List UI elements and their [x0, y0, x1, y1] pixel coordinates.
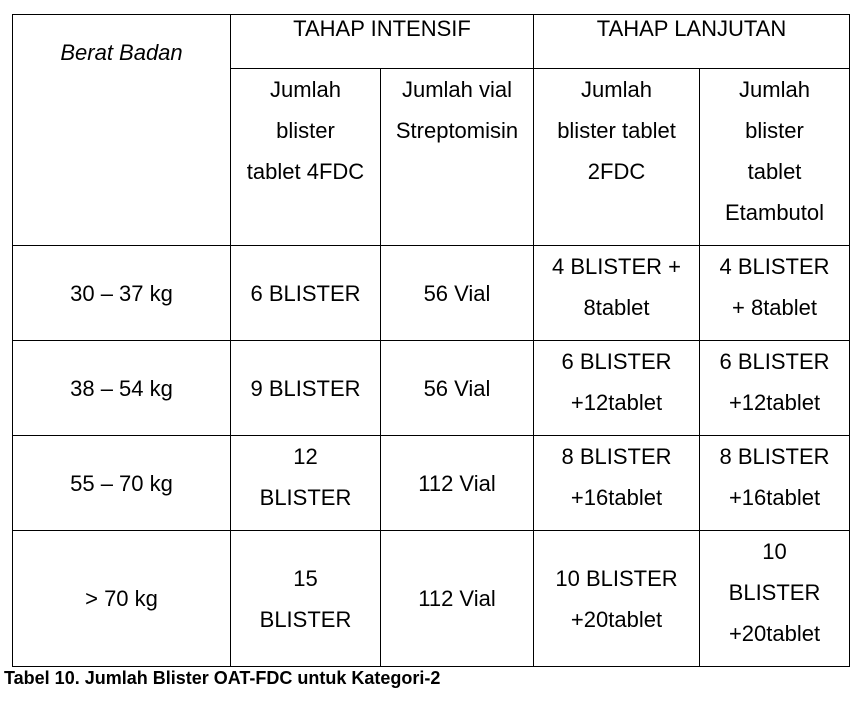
- cell-line: 112 Vial: [418, 470, 496, 496]
- cell-line: 15: [293, 565, 318, 591]
- sub-header-4fdc-blister: [231, 69, 381, 246]
- table-row: [13, 246, 850, 341]
- cell-line: +12tablet: [728, 390, 821, 415]
- cell-line: BLISTER: [259, 606, 352, 632]
- header-line: Jumlah vial: [401, 77, 513, 102]
- weight-column-header: Berat Badan: [13, 15, 231, 246]
- header-line: Jumlah: [581, 77, 652, 102]
- continuation-ethambutol-cell: [700, 341, 850, 436]
- continuation-ethambutol-cell: [700, 436, 850, 531]
- cell-line: 4 BLISTER: [719, 254, 830, 279]
- intensive-blister-cell: [231, 341, 381, 436]
- header-line: Jumlah: [739, 77, 810, 102]
- cell-line: 9 BLISTER: [250, 375, 361, 401]
- table-row: [13, 341, 850, 436]
- intensive-blister-cell: [231, 436, 381, 531]
- continuation-phase-header: TAHAP LANJUTAN: [534, 15, 850, 69]
- dosage-table: [12, 14, 850, 667]
- streptomycin-vial-cell: [381, 531, 534, 667]
- weight-cell: 30 – 37 kg: [13, 246, 231, 341]
- cell-line: +20tablet: [570, 606, 663, 632]
- header-line: Streptomisin: [395, 118, 519, 143]
- intensive-phase-header: TAHAP INTENSIF: [231, 15, 534, 69]
- cell-line: 8 BLISTER: [561, 444, 672, 469]
- cell-line: + 8tablet: [732, 295, 818, 320]
- header-line: blister: [276, 118, 335, 143]
- continuation-ethambutol-cell: [700, 246, 850, 341]
- streptomycin-vial-cell: [381, 341, 534, 436]
- cell-line: +16tablet: [728, 485, 821, 510]
- weight-cell: 55 – 70 kg: [13, 436, 231, 531]
- sub-header-streptomycin-vial: [381, 69, 534, 246]
- header-line: Jumlah: [270, 77, 341, 102]
- cell-line: 6 BLISTER: [250, 280, 361, 306]
- intensive-blister-cell: [231, 531, 381, 667]
- weight-cell: 38 – 54 kg: [13, 341, 231, 436]
- continuation-2fdc-cell: [534, 341, 700, 436]
- sub-header-2fdc-blister: [534, 69, 700, 246]
- table-caption: Tabel 10. Jumlah Blister OAT-FDC untuk Kategori-2: [4, 668, 441, 688]
- cell-line: +16tablet: [570, 485, 663, 510]
- continuation-2fdc-cell: [534, 531, 700, 667]
- cell-line: 4 BLISTER +: [551, 254, 681, 279]
- cell-line: 10: [762, 539, 787, 564]
- cell-line: 12: [293, 444, 318, 469]
- continuation-ethambutol-cell: [700, 531, 850, 667]
- cell-line: 10 BLISTER: [555, 565, 678, 591]
- cell-line: +20tablet: [728, 621, 821, 646]
- weight-cell: > 70 kg: [13, 531, 231, 667]
- cell-line: 56 Vial: [423, 280, 491, 306]
- group-header-row: [13, 15, 850, 69]
- cell-line: 8 BLISTER: [719, 444, 830, 469]
- continuation-2fdc-cell: [534, 246, 700, 341]
- table-row: [13, 436, 850, 531]
- sub-header-ethambutol-blister: [700, 69, 850, 246]
- header-line: Etambutol: [724, 200, 825, 225]
- header-line: blister: [745, 118, 804, 143]
- streptomycin-vial-cell: [381, 436, 534, 531]
- cell-line: 6 BLISTER: [561, 349, 672, 374]
- cell-line: 8tablet: [583, 295, 650, 320]
- cell-line: 6 BLISTER: [719, 349, 830, 374]
- cell-line: 112 Vial: [418, 586, 496, 611]
- cell-line: BLISTER: [728, 580, 821, 605]
- cell-line: 56 Vial: [423, 375, 491, 401]
- header-line: tablet: [747, 159, 802, 184]
- table-row: [13, 531, 850, 667]
- header-line: 2FDC: [587, 159, 646, 184]
- cell-line: BLISTER: [259, 485, 352, 510]
- continuation-2fdc-cell: [534, 436, 700, 531]
- intensive-blister-cell: [231, 246, 381, 341]
- header-line: tablet 4FDC: [246, 159, 365, 184]
- cell-line: +12tablet: [570, 390, 663, 415]
- streptomycin-vial-cell: [381, 246, 534, 341]
- header-line: blister tablet: [557, 118, 676, 143]
